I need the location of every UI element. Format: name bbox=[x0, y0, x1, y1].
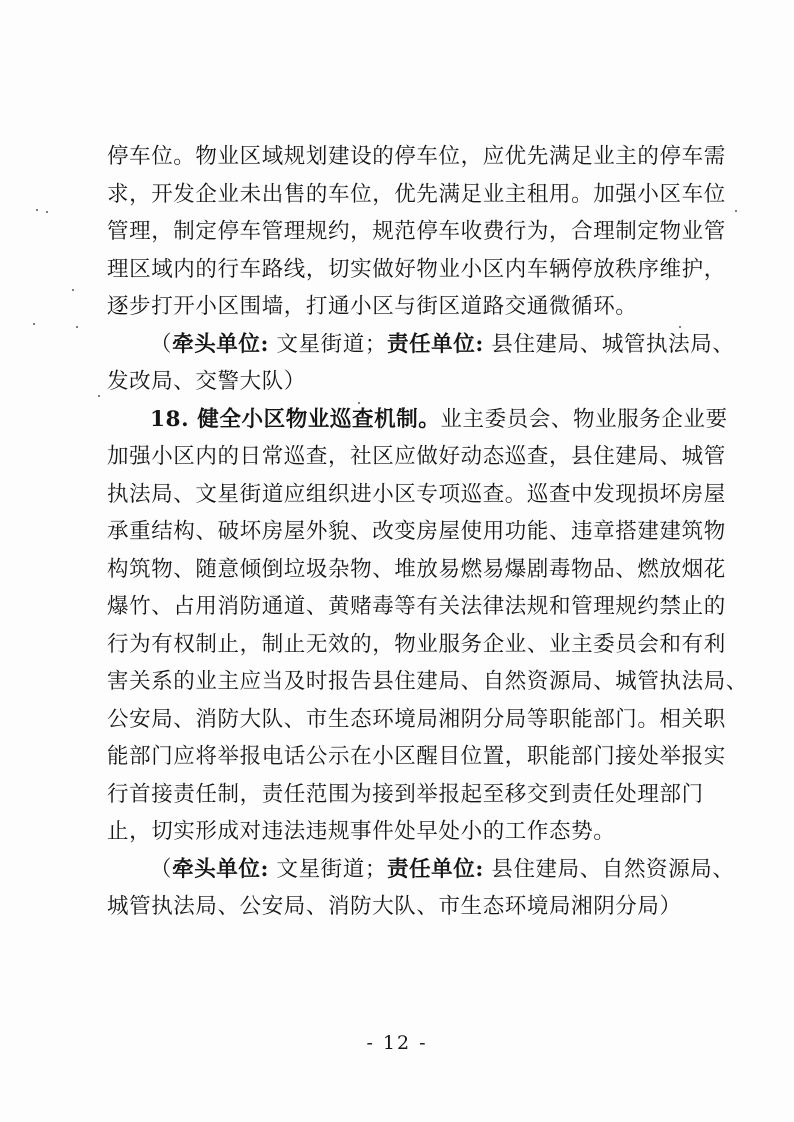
scan-speck bbox=[33, 323, 35, 325]
text-line: 爆竹、占用消防通道、黄赌毒等有关法律法规和管理规约禁止的 bbox=[107, 594, 726, 619]
scan-speck bbox=[46, 211, 48, 213]
item-number: 18. bbox=[150, 406, 198, 432]
lead-unit-value: 文星街道； bbox=[269, 856, 387, 882]
text-line: 管理，制定停车管理规约，规范停车收费行为，合理制定物业管 bbox=[107, 219, 726, 244]
item-18-paragraph bbox=[107, 401, 748, 851]
responsible-unit-value: 县住建局、城管执法局、 bbox=[483, 331, 735, 357]
scan-speck bbox=[98, 395, 100, 397]
text-line: 害关系的业主应当及时报告县住建局、自然资源局、城管执法局、 bbox=[107, 669, 748, 694]
responsibility-line bbox=[107, 326, 735, 364]
responsibility-line-2: 发改局、交警大队） bbox=[107, 369, 306, 394]
item-18-first-line bbox=[107, 401, 728, 439]
paragraph-parking bbox=[107, 138, 726, 326]
scan-speck bbox=[735, 210, 737, 212]
paren-open: （ bbox=[150, 331, 173, 357]
text-line: 逐步打开小区围墙，打通小区与街区道路交通微循环。 bbox=[107, 294, 638, 319]
text-line: 行首接责任制，责任范围为接到举报起至移交到责任处理部门 bbox=[107, 781, 704, 807]
text-line: 停车位。物业区域规划建设的停车位，应优先满足业主的停车需 bbox=[107, 144, 726, 169]
lead-unit-label: 牵头单位: bbox=[172, 331, 270, 357]
responsibility-block-1 bbox=[107, 326, 735, 401]
responsible-unit-label: 责任单位: bbox=[386, 856, 484, 882]
text-line: 承重结构、破坏房屋外貌、改变房屋使用功能、违章搭建建筑物 bbox=[107, 519, 726, 544]
page-number: - 12 - bbox=[366, 1032, 428, 1054]
lead-unit-label: 牵头单位: bbox=[172, 856, 270, 882]
text-line: 公安局、消防大队、市生态环境局湘阴分局等职能部门。相关职 bbox=[107, 706, 726, 732]
paren-open: （ bbox=[150, 856, 173, 882]
responsibility-block-2 bbox=[107, 851, 735, 926]
lead-unit-value: 文星街道； bbox=[269, 331, 387, 357]
text-line: 行为有权制止，制止无效的，物业服务企业、业主委员会和有利 bbox=[107, 631, 726, 657]
page-body bbox=[107, 138, 748, 926]
scan-speck bbox=[36, 209, 38, 211]
scan-speck bbox=[72, 289, 74, 291]
text-line: 求，开发企业未出售的车位，优先满足业主租用。加强小区车位 bbox=[107, 181, 726, 207]
scan-speck bbox=[358, 402, 360, 404]
scan-speck bbox=[679, 326, 681, 328]
text-line: 止，切实形成对违法违规事件处早处小的工作态势。 bbox=[107, 819, 616, 844]
responsibility-line-2: 城管执法局、公安局、消防大队、市生态环境局湘阴分局） bbox=[107, 894, 682, 919]
responsible-unit-label: 责任单位: bbox=[386, 331, 484, 357]
text-line: 理区域内的行车路线，切实做好物业小区内车辆停放秩序维护， bbox=[107, 256, 726, 282]
responsibility-line bbox=[107, 851, 735, 889]
text-line: 能部门应将举报电话公示在小区醒目位置，职能部门接处举报实 bbox=[107, 744, 726, 769]
text-line: 加强小区内的日常巡查，社区应做好动态巡查，县住建局、城管 bbox=[107, 444, 726, 469]
text-line: 构筑物、随意倾倒垃圾杂物、堆放易燃易爆剧毒物品、燃放烟花 bbox=[107, 556, 726, 582]
item-title: 健全小区物业巡查机制。 bbox=[197, 406, 441, 432]
responsible-unit-value: 县住建局、自然资源局、 bbox=[483, 856, 735, 882]
scan-speck bbox=[76, 326, 78, 328]
item-first-line-text: 业主委员会、物业服务企业要 bbox=[440, 406, 728, 432]
text-line: 执法局、文星街道应组织进小区专项巡查。巡查中发现损坏房屋 bbox=[107, 481, 726, 507]
